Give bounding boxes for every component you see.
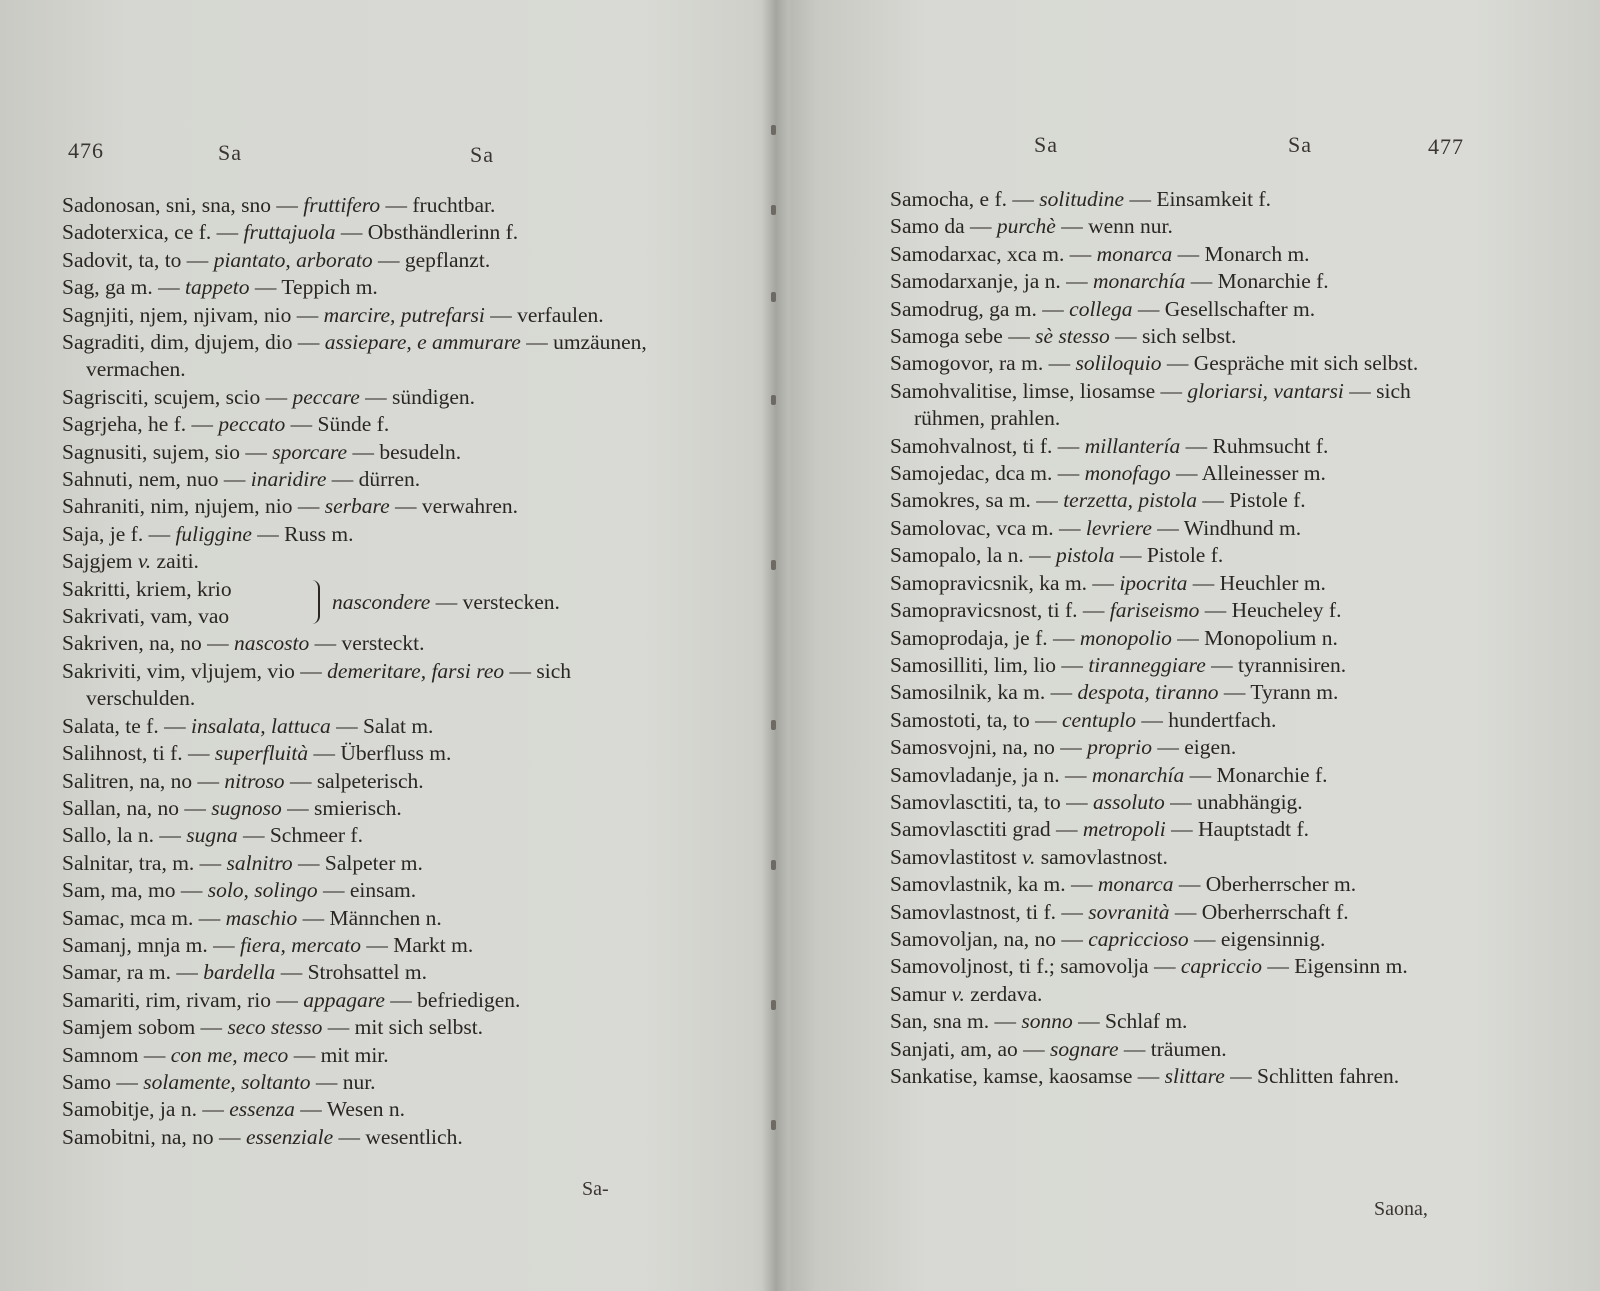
entry-italian: solitudine	[1039, 187, 1125, 211]
entry-headword: Sanjati, am, ao —	[890, 1036, 1045, 1061]
entry-german: — smierisch.	[287, 795, 402, 820]
entry-headword: Samovlastnik, ka m. —	[890, 872, 1093, 897]
entry-headword: Samohvalitise, limse, liosamse —	[890, 378, 1183, 403]
dictionary-entry	[890, 378, 1480, 433]
entry-headword: Samopravicsnost, ti f. —	[890, 598, 1105, 623]
brace-symbol	[310, 580, 320, 624]
dictionary-entry	[62, 905, 662, 932]
dictionary-entry	[62, 466, 662, 493]
binding-stitch	[771, 292, 776, 302]
entry-italian: millantería	[1084, 433, 1181, 458]
entry-headword: Saja, je f. —	[62, 521, 171, 546]
dictionary-entry	[890, 241, 1480, 268]
entry-headword: Samolovac, vca m. —	[890, 515, 1081, 540]
entry-italian: sugna	[186, 823, 238, 848]
left-page	[0, 0, 762, 1291]
entry-headword: Samodrug, ga m. —	[890, 296, 1064, 321]
entry-italian: nitroso	[224, 768, 285, 793]
entry-italian: maschio	[225, 905, 298, 930]
entry-german: — träumen.	[1123, 1036, 1227, 1061]
entry-headword: Sakriven, na, no —	[62, 631, 229, 656]
entry-italian: centuplo	[1062, 707, 1137, 732]
dictionary-entry	[890, 460, 1480, 487]
binding-stitch	[771, 720, 776, 730]
dictionary-entry	[890, 953, 1480, 980]
dictionary-entry	[62, 987, 662, 1014]
entry-headword: Sag, ga m. —	[62, 275, 180, 300]
entry-translation-group	[332, 589, 560, 616]
dictionary-entry	[890, 762, 1480, 789]
entry-italian: demeritare, farsi reo	[327, 658, 505, 683]
dictionary-entry	[62, 493, 662, 520]
running-header-right: Sa	[1288, 132, 1312, 157]
entry-headword: Sahraniti, nim, njujem, nio —	[62, 494, 320, 519]
entry-headword: Sakriviti, vim, vljujem, vio —	[62, 658, 322, 683]
dictionary-entry	[62, 274, 662, 301]
entry-italian: sovranità	[1088, 899, 1170, 924]
dictionary-entry	[890, 981, 1480, 1008]
entry-german: — Schmeer f.	[242, 823, 363, 848]
entry-italian: salnitro	[226, 850, 293, 875]
dictionary-entry	[890, 625, 1480, 652]
dictionary-entry	[62, 713, 662, 740]
entry-german: — Oberherrschaft f.	[1174, 899, 1349, 924]
entry-italian: monarchía	[1093, 269, 1186, 294]
entry-headword: Samohvalnost, ti f. —	[890, 433, 1080, 458]
entry-italian: sonno	[1021, 1009, 1073, 1034]
entry-list	[890, 186, 1480, 1090]
dictionary-entry	[890, 816, 1480, 843]
entry-headword: Samovlasctiti grad —	[890, 817, 1078, 842]
entry-headword: Sankatise, kamse, kaosamse —	[890, 1064, 1160, 1088]
dictionary-entry	[890, 734, 1480, 761]
dictionary-entry	[62, 658, 662, 713]
dictionary-entry	[62, 521, 662, 548]
dictionary-entry	[890, 899, 1480, 926]
dictionary-entry	[890, 1063, 1480, 1090]
entry-headword: Samovoljan, na, no —	[890, 926, 1083, 951]
entry-headword: Samopravicsnik, ka m. —	[890, 570, 1114, 595]
entry-headword: Samoga sebe —	[890, 324, 1030, 349]
entry-italian: appagare	[303, 987, 385, 1012]
dictionary-entry	[890, 268, 1480, 295]
entry-german: — Salat m.	[336, 713, 434, 738]
binding-stitch	[771, 205, 776, 215]
entry-italian: slittare	[1164, 1064, 1225, 1088]
entry-german: — wenn nur.	[1061, 214, 1173, 239]
entry-german: — Teppich m.	[254, 275, 378, 300]
entry-italian: metropoli	[1082, 817, 1166, 842]
dictionary-entry	[890, 570, 1480, 597]
entry-italian: v.	[951, 981, 965, 1006]
entry-german: — Hauptstadt f.	[1171, 817, 1309, 842]
entry-italian: capriccioso	[1088, 926, 1189, 951]
dictionary-entry	[890, 1008, 1480, 1035]
entry-german: — unabhängig.	[1170, 789, 1303, 814]
entry-headword: Samobitni, na, no —	[62, 1124, 241, 1149]
entry-german: — tyrannisiren.	[1211, 652, 1347, 677]
dictionary-entry	[62, 439, 662, 466]
dictionary-entry	[62, 822, 662, 849]
dictionary-entry	[890, 871, 1480, 898]
entry-italian: sporcare	[272, 439, 348, 464]
entry-headword: Samoprodaja, je f. —	[890, 625, 1075, 650]
entry-italian: essenziale	[245, 1124, 334, 1149]
dictionary-entry	[62, 630, 662, 657]
entry-italian: monarca	[1096, 241, 1173, 266]
entry-headword: Sallo, la n. —	[62, 823, 181, 848]
entry-headword: Samar, ra m. —	[62, 960, 198, 985]
binding-stitch	[771, 560, 776, 570]
dictionary-entry	[62, 877, 662, 904]
dictionary-entry	[890, 515, 1480, 542]
entry-headword: Samac, mca m. —	[62, 905, 221, 930]
dictionary-entry	[62, 1014, 662, 1041]
entry-italian: seco stesso	[227, 1015, 323, 1040]
entry-headword: Samovoljnost, ti f.; samovolja —	[890, 954, 1176, 979]
entry-italian: monarca	[1097, 872, 1174, 897]
entry-headword: Samjem sobom —	[62, 1015, 223, 1040]
entry-german: — Tyrann m.	[1223, 680, 1339, 705]
entry-headword: Salnitar, tra, m. —	[62, 850, 222, 875]
entry-headword: Sakritti, kriem, krio	[62, 576, 232, 601]
dictionary-entry	[62, 795, 662, 822]
entry-headword: Samovlastitost	[890, 844, 1017, 869]
entry-headword: Samogovor, ra m. —	[890, 351, 1071, 376]
entry-italian: levriere	[1085, 515, 1152, 540]
entry-italian: peccato	[218, 412, 286, 437]
entry-italian: marcire, putrefarsi	[323, 302, 485, 327]
binding-stitch	[771, 860, 776, 870]
entry-italian: con me, meco	[170, 1042, 289, 1067]
entry-italian: monopolio	[1079, 625, 1172, 650]
entry-german: — Windhund m.	[1157, 515, 1302, 540]
entry-italian: solo, solingo	[207, 878, 318, 903]
entry-german: — Russ m.	[257, 521, 354, 546]
entry-german: — Alleinesser m.	[1176, 461, 1326, 486]
running-header-right: Sa	[470, 142, 494, 167]
entry-headword: Samnom —	[62, 1042, 166, 1067]
dictionary-entry	[890, 213, 1480, 240]
entry-headword: Sajgjem	[62, 549, 133, 574]
entry-headword: Sagnusiti, sujem, sio —	[62, 439, 267, 464]
binding-stitch	[771, 1120, 776, 1130]
entry-headword: Sallan, na, no —	[62, 795, 206, 820]
entry-italian: serbare	[324, 494, 390, 519]
entry-italian: soliloquio	[1075, 351, 1162, 376]
entry-headword: Samojedac, dca m. —	[890, 461, 1080, 486]
dictionary-entry	[62, 302, 662, 329]
entry-italian: superfluità	[214, 741, 309, 766]
entry-headword: Samanj, mnja m. —	[62, 932, 235, 957]
entry-headword: Sagrjeha, he f. —	[62, 412, 214, 437]
running-header-left: Sa	[1034, 132, 1058, 157]
dictionary-entry	[890, 707, 1480, 734]
entry-german: — versteckt.	[314, 631, 425, 656]
entry-headword: Sam, ma, mo —	[62, 878, 203, 903]
entry-headword: Sahnuti, nem, nuo —	[62, 467, 246, 492]
entry-german: — Pistole f.	[1202, 488, 1306, 513]
entry-german: — hundertfach.	[1141, 707, 1277, 732]
entry-german: — mit sich selbst.	[327, 1015, 484, 1040]
entry-italian: proprio	[1087, 735, 1153, 760]
entry-german: — Sünde f.	[290, 412, 390, 437]
entry-headword: Samariti, rim, rivam, rio —	[62, 987, 298, 1012]
entry-italian: fariseismo	[1109, 598, 1200, 623]
entry-italian: sognare	[1050, 1036, 1119, 1061]
entry-headword: Sadoterxica, ce f. —	[62, 220, 239, 245]
entry-german: — verwahren.	[395, 494, 519, 519]
page-number: 476	[68, 138, 104, 163]
entry-italian: collega	[1069, 296, 1133, 321]
dictionary-entry	[890, 433, 1480, 460]
entry-italian: bardella	[203, 960, 276, 985]
dictionary-entry	[62, 1042, 662, 1069]
entry-headword: Samokres, sa m. —	[890, 488, 1058, 513]
entry-headword: Sagrisciti, scujem, scio —	[62, 384, 288, 409]
entry-headword: Samostoti, ta, to —	[890, 707, 1057, 732]
binding-stitch	[771, 125, 776, 135]
entry-german: zaiti.	[156, 549, 199, 574]
entry-italian: nascondere	[332, 589, 431, 614]
binding-stitch	[771, 395, 776, 405]
entry-german: samovlastnost.	[1040, 844, 1168, 869]
entry-italian: fuliggine	[175, 521, 252, 546]
entry-italian: fruttajuola	[243, 220, 336, 245]
dictionary-entry	[890, 652, 1480, 679]
dictionary-entry	[62, 219, 662, 246]
dictionary-entry	[890, 789, 1480, 816]
entry-list	[62, 192, 662, 1151]
entry-italian: v.	[1022, 844, 1036, 869]
dictionary-entry	[62, 247, 662, 274]
entry-italian: essenza	[229, 1097, 295, 1122]
entry-german: — Gesellschafter m.	[1137, 296, 1316, 321]
entry-german: — Eigensinn m.	[1267, 954, 1408, 979]
entry-italian: despota, tiranno	[1077, 680, 1219, 705]
entry-italian: piantato, arborato	[213, 247, 373, 272]
entry-german: — Ruhmsucht f.	[1185, 433, 1329, 458]
entry-german: — Schlaf m.	[1078, 1009, 1188, 1034]
entry-german: — Überfluss m.	[313, 741, 452, 766]
entry-german: — wesentlich.	[338, 1124, 463, 1149]
entry-german: zerdava.	[970, 981, 1043, 1006]
catchword: Saona,	[1374, 1198, 1428, 1220]
entry-italian: gloriarsi, vantarsi	[1187, 378, 1344, 403]
entry-italian: monofago	[1084, 461, 1171, 486]
entry-german: — Salpeter m.	[298, 850, 423, 875]
entry-italian: fiera, mercato	[239, 932, 361, 957]
entry-german: — Oberherrscher m.	[1178, 872, 1357, 897]
entry-headword: Sakrivati, vam, vao	[62, 604, 230, 629]
entry-headword: Samo —	[62, 1069, 138, 1094]
dictionary-entry	[890, 350, 1480, 377]
dictionary-entry	[890, 487, 1480, 514]
entry-german: — salpeterisch.	[289, 768, 424, 793]
entry-italian: monarchía	[1091, 762, 1185, 787]
entry-italian: capriccio	[1180, 954, 1263, 979]
entry-italian: sè stesso	[1035, 324, 1110, 349]
entry-german: — nur.	[315, 1069, 376, 1094]
dictionary-entry	[62, 548, 662, 575]
dictionary-entry	[890, 679, 1480, 706]
entry-headword: Samovlastnost, ti f. —	[890, 899, 1083, 924]
entry-german: — Männchen n.	[302, 905, 442, 930]
entry-headword: Samopalo, la n. —	[890, 543, 1051, 568]
dictionary-entry	[890, 323, 1480, 350]
entry-german: — Monopolium n.	[1177, 625, 1338, 650]
entry-headword: Samosilliti, lim, lio —	[890, 652, 1083, 677]
entry-german: — Obsthändlerinn f.	[340, 220, 519, 245]
entry-german: — besudeln.	[352, 439, 462, 464]
entry-headword: Samovladanje, ja n. —	[890, 762, 1087, 787]
entry-headword: Sadovit, ta, to —	[62, 247, 209, 272]
entry-german: — sich rühmen, prahlen.	[914, 378, 1411, 431]
binding-stitch	[771, 1000, 776, 1010]
dictionary-entry	[890, 542, 1480, 569]
entry-italian: tiranneggiare	[1088, 652, 1206, 677]
entry-german: — Pistole f.	[1119, 543, 1224, 568]
entry-german: — Schlitten fahren.	[1230, 1064, 1400, 1088]
entry-italian: ipocrita	[1119, 570, 1188, 595]
dictionary-entry	[62, 576, 662, 631]
entry-headword: Salata, te f. —	[62, 713, 186, 738]
entry-italian: insalata, lattuca	[190, 713, 331, 738]
entry-german: — sündigen.	[365, 384, 476, 409]
entry-italian: sugnoso	[211, 795, 282, 820]
dictionary-entry	[62, 411, 662, 438]
entry-headword: Samobitje, ja n. —	[62, 1097, 224, 1122]
dictionary-entry	[62, 329, 662, 384]
entry-german: — eigen.	[1157, 735, 1237, 760]
entry-headword: Samur	[890, 981, 947, 1006]
dictionary-entry	[62, 1069, 662, 1096]
entry-headword: Salihnost, ti f. —	[62, 741, 210, 766]
entry-german: — Gespräche mit sich selbst.	[1166, 351, 1419, 376]
entry-german: — umzäunen, vermachen.	[86, 330, 647, 382]
dictionary-entry	[62, 740, 662, 767]
dictionary-entry	[62, 959, 662, 986]
dictionary-entry	[890, 844, 1480, 871]
dictionary-entry	[62, 384, 662, 411]
entry-german: — Monarch m.	[1177, 241, 1310, 266]
catchword: Sa-	[582, 1178, 609, 1200]
dictionary-entry	[890, 597, 1480, 624]
entry-headword: Samodarxanje, ja n. —	[890, 269, 1088, 294]
entry-italian: tappeto	[185, 275, 250, 300]
entry-headword: Samovlasctiti, ta, to —	[890, 789, 1088, 814]
entry-headword: Samocha, e f. —	[890, 187, 1034, 211]
entry-german: — fruchtbar.	[385, 193, 496, 217]
entry-german: — Monarchie f.	[1189, 762, 1328, 787]
entry-german: — einsam.	[323, 878, 417, 903]
entry-italian: assiepare, e ammurare	[324, 330, 521, 355]
entry-headword: Samosilnik, ka m. —	[890, 680, 1073, 705]
entry-german: — Markt m.	[366, 932, 474, 957]
entry-german: — dürren.	[331, 467, 421, 492]
entry-italian: terzetta, pistola	[1063, 488, 1197, 513]
dictionary-entry	[62, 932, 662, 959]
entry-italian: purchè	[996, 214, 1056, 239]
entry-german: — Einsamkeit f.	[1129, 187, 1271, 211]
entry-german: — eigensinnig.	[1193, 926, 1326, 951]
entry-italian: solamente, soltanto	[143, 1069, 311, 1094]
entry-german: — verstecken.	[435, 589, 560, 614]
entry-german: — sich selbst.	[1115, 324, 1237, 349]
entry-italian: peccare	[292, 384, 360, 409]
entry-german: — sich verschulden.	[86, 658, 572, 711]
dictionary-entry	[62, 1096, 662, 1123]
book-gutter	[762, 0, 788, 1291]
dictionary-entry	[62, 1124, 662, 1151]
dictionary-entry	[62, 850, 662, 877]
entry-headword: Sadonosan, sni, sna, sno —	[62, 193, 298, 217]
entry-headword: Samodarxac, xca m. —	[890, 241, 1092, 266]
dictionary-entry	[62, 192, 662, 219]
right-page	[788, 0, 1600, 1291]
dictionary-entry	[890, 926, 1480, 953]
entry-headword: Sagraditi, dim, djujem, dio —	[62, 330, 320, 355]
dictionary-entry	[890, 296, 1480, 323]
entry-german: — gepflanzt.	[377, 247, 491, 272]
entry-german: — Heuchler m.	[1192, 570, 1326, 595]
entry-german: — Wesen n.	[300, 1097, 406, 1122]
running-header-left: Sa	[218, 140, 242, 165]
entry-german: — Monarchie f.	[1190, 269, 1329, 294]
dictionary-entry	[890, 186, 1480, 213]
entry-italian: inaridire	[250, 467, 327, 492]
entry-german: — mit mir.	[293, 1042, 389, 1067]
dictionary-entry	[62, 768, 662, 795]
entry-headword: Sagnjiti, njem, njivam, nio —	[62, 302, 319, 327]
entry-german: — Heucheley f.	[1204, 598, 1342, 623]
entry-headword: Samo da —	[890, 214, 992, 239]
entry-headword: Salitren, na, no —	[62, 768, 220, 793]
entry-italian: fruttifero	[303, 193, 381, 217]
entry-german: — befriedigen.	[390, 987, 521, 1012]
entry-headword: San, sna m. —	[890, 1009, 1017, 1034]
entry-headword: Samosvojni, na, no —	[890, 735, 1082, 760]
dictionary-entry	[890, 1036, 1480, 1063]
entry-italian: assoluto	[1093, 789, 1165, 814]
entry-italian: nascosto	[233, 631, 310, 656]
entry-german: — verfaulen.	[490, 302, 604, 327]
entry-german: — Strohsattel m.	[280, 960, 427, 985]
page-number: 477	[1428, 134, 1464, 159]
entry-italian: pistola	[1056, 543, 1115, 568]
entry-italian: v.	[137, 549, 152, 574]
